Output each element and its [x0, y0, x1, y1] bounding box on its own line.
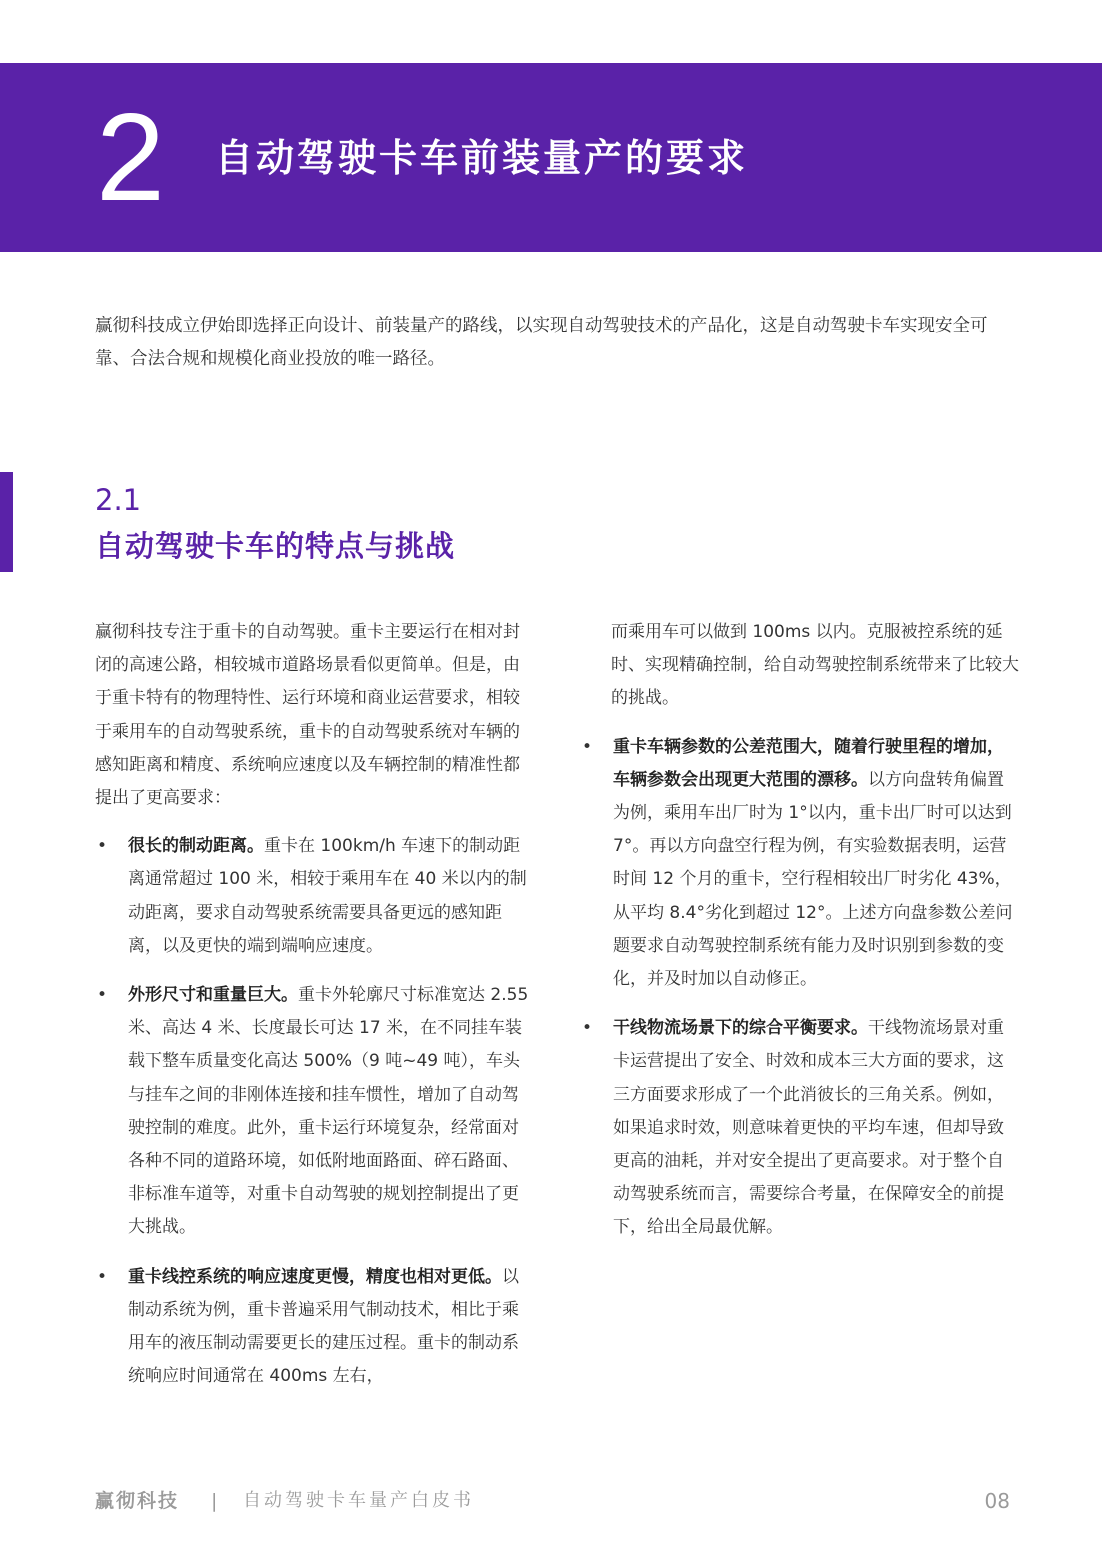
bullet-item: [580, 1012, 1020, 1244]
bullet-dot-icon: •: [97, 836, 108, 857]
footer-divider: |: [211, 1490, 218, 1512]
bullet-text: 以方向盘转角偏置为例，乘用车出厂时为 1°以内，重卡出厂时可以达到 7°。再以方向盘空行程为例，有实验数据表明，运营时间 12 个月的重卡，空行程相较出厂时劣化 43%，从平均 8.4°劣化到超过 12°。上述方向盘参数公差问题要求自动驾驶控制系统有能力及时识别到参数的变化，并及时加以自动修正。: [613, 769, 1013, 990]
bullet-item: [580, 731, 1020, 997]
section-number: 2.1: [95, 483, 142, 517]
right-continuation-paragraph: 而乘用车可以做到 100ms 以内。克服被控系统的延时、实现精确控制，给自动驾驶控制系统带来了比较大的挑战。: [611, 622, 1019, 709]
bullet-text: 以制动系统为例，重卡普遍采用气制动技术，相比于乘用车的液压制动需要更长的建压过程。重卡的制动系统响应时间通常在 400ms 左右，: [128, 1266, 519, 1387]
chapter-number: 2: [96, 89, 165, 227]
bullet-item: [95, 1261, 530, 1394]
bullet-heading: 很长的制动距离。: [128, 836, 264, 857]
right-column: [580, 616, 1020, 1245]
bullet-heading: 重卡车辆参数的公差范围大，随着行驶里程的增加，车辆参数会出现更大范围的漂移。: [613, 736, 1004, 790]
page-footer: [95, 1484, 1010, 1518]
bullet-item: [95, 830, 530, 963]
footer-brand: 赢彻科技: [95, 1490, 180, 1512]
section-title: 自动驾驶卡车的特点与挑战: [95, 529, 456, 563]
chapter-intro: 赢彻科技成立伊始即选择正向设计、前装量产的路线，以实现自动驾驶技术的产品化，这是自动驾驶卡车实现安全可靠、合法合规和规模化商业投放的唯一路径。: [95, 316, 988, 369]
left-bullet-list: [95, 830, 530, 1393]
section-marker-bar: [0, 472, 13, 572]
bullet-dot-icon: •: [97, 1266, 108, 1287]
bullet-text: 干线物流场景对重卡运营提出了安全、时效和成本三大方面的要求，这三方面要求形成了一个此消彼长的三角关系。例如，如果追求时效，则意味着更快的平均车速，但却导致更高的油耗，并对安全提出了更高要求。对于整个自动驾驶系统而言，需要综合考量，在保障安全的前提下，给出全局最优解。: [613, 1018, 1004, 1238]
bullet-text: 重卡外轮廓尺寸标准宽达 2.55 米、高达 4 米、长度最长可达 17 米，在不同挂车装载下整车质量变化高达 500%（9 吨~49 吨），车头与挂车之间的非刚体连接和挂车惯性，增加了自动驾驶控制的难度。此外，重卡运行环境复杂，经常面对各种不同的道路环境，如低附地面路面、碎石路面、非标准车道等，对重卡自动驾驶的规划控制提出了更大挑战。: [128, 985, 529, 1238]
bullet-item: [95, 979, 530, 1245]
bullet-text: 重卡在 100km/h 车速下的制动距离通常超过 100 米，相较于乘用车在 40 米以内的制动距离，要求自动驾驶系统需要具备更远的感知距离，以及更快的端到端响应速度。: [128, 836, 527, 956]
bullet-heading: 重卡线控系统的响应速度更慢，精度也相对更低。: [128, 1266, 502, 1287]
left-intro-paragraph: 赢彻科技专注于重卡的自动驾驶。重卡主要运行在相对封闭的高速公路，相较城市道路场景看似更简单。但是，由于重卡特有的物理特性、运行环境和商业运营要求，相较于乘用车的自动驾驶系统，重卡的自动驾驶系统对车辆的感知距离和精度、系统响应速度以及车辆控制的精准性都提出了更高要求：: [95, 622, 520, 809]
bullet-dot-icon: •: [97, 985, 108, 1006]
bullet-dot-icon: •: [582, 1018, 593, 1039]
footer-doc-title: 自动驾驶卡车量产白皮书: [243, 1490, 474, 1511]
bullet-heading: 外形尺寸和重量巨大。: [128, 985, 298, 1006]
bullet-dot-icon: •: [582, 736, 593, 757]
bullet-heading: 干线物流场景下的综合平衡要求。: [613, 1018, 868, 1039]
page-number: 08: [984, 1489, 1010, 1513]
left-column: [95, 616, 530, 1393]
right-bullet-list: [580, 731, 1020, 1245]
chapter-title: 自动驾驶卡车前装量产的要求: [215, 136, 749, 180]
